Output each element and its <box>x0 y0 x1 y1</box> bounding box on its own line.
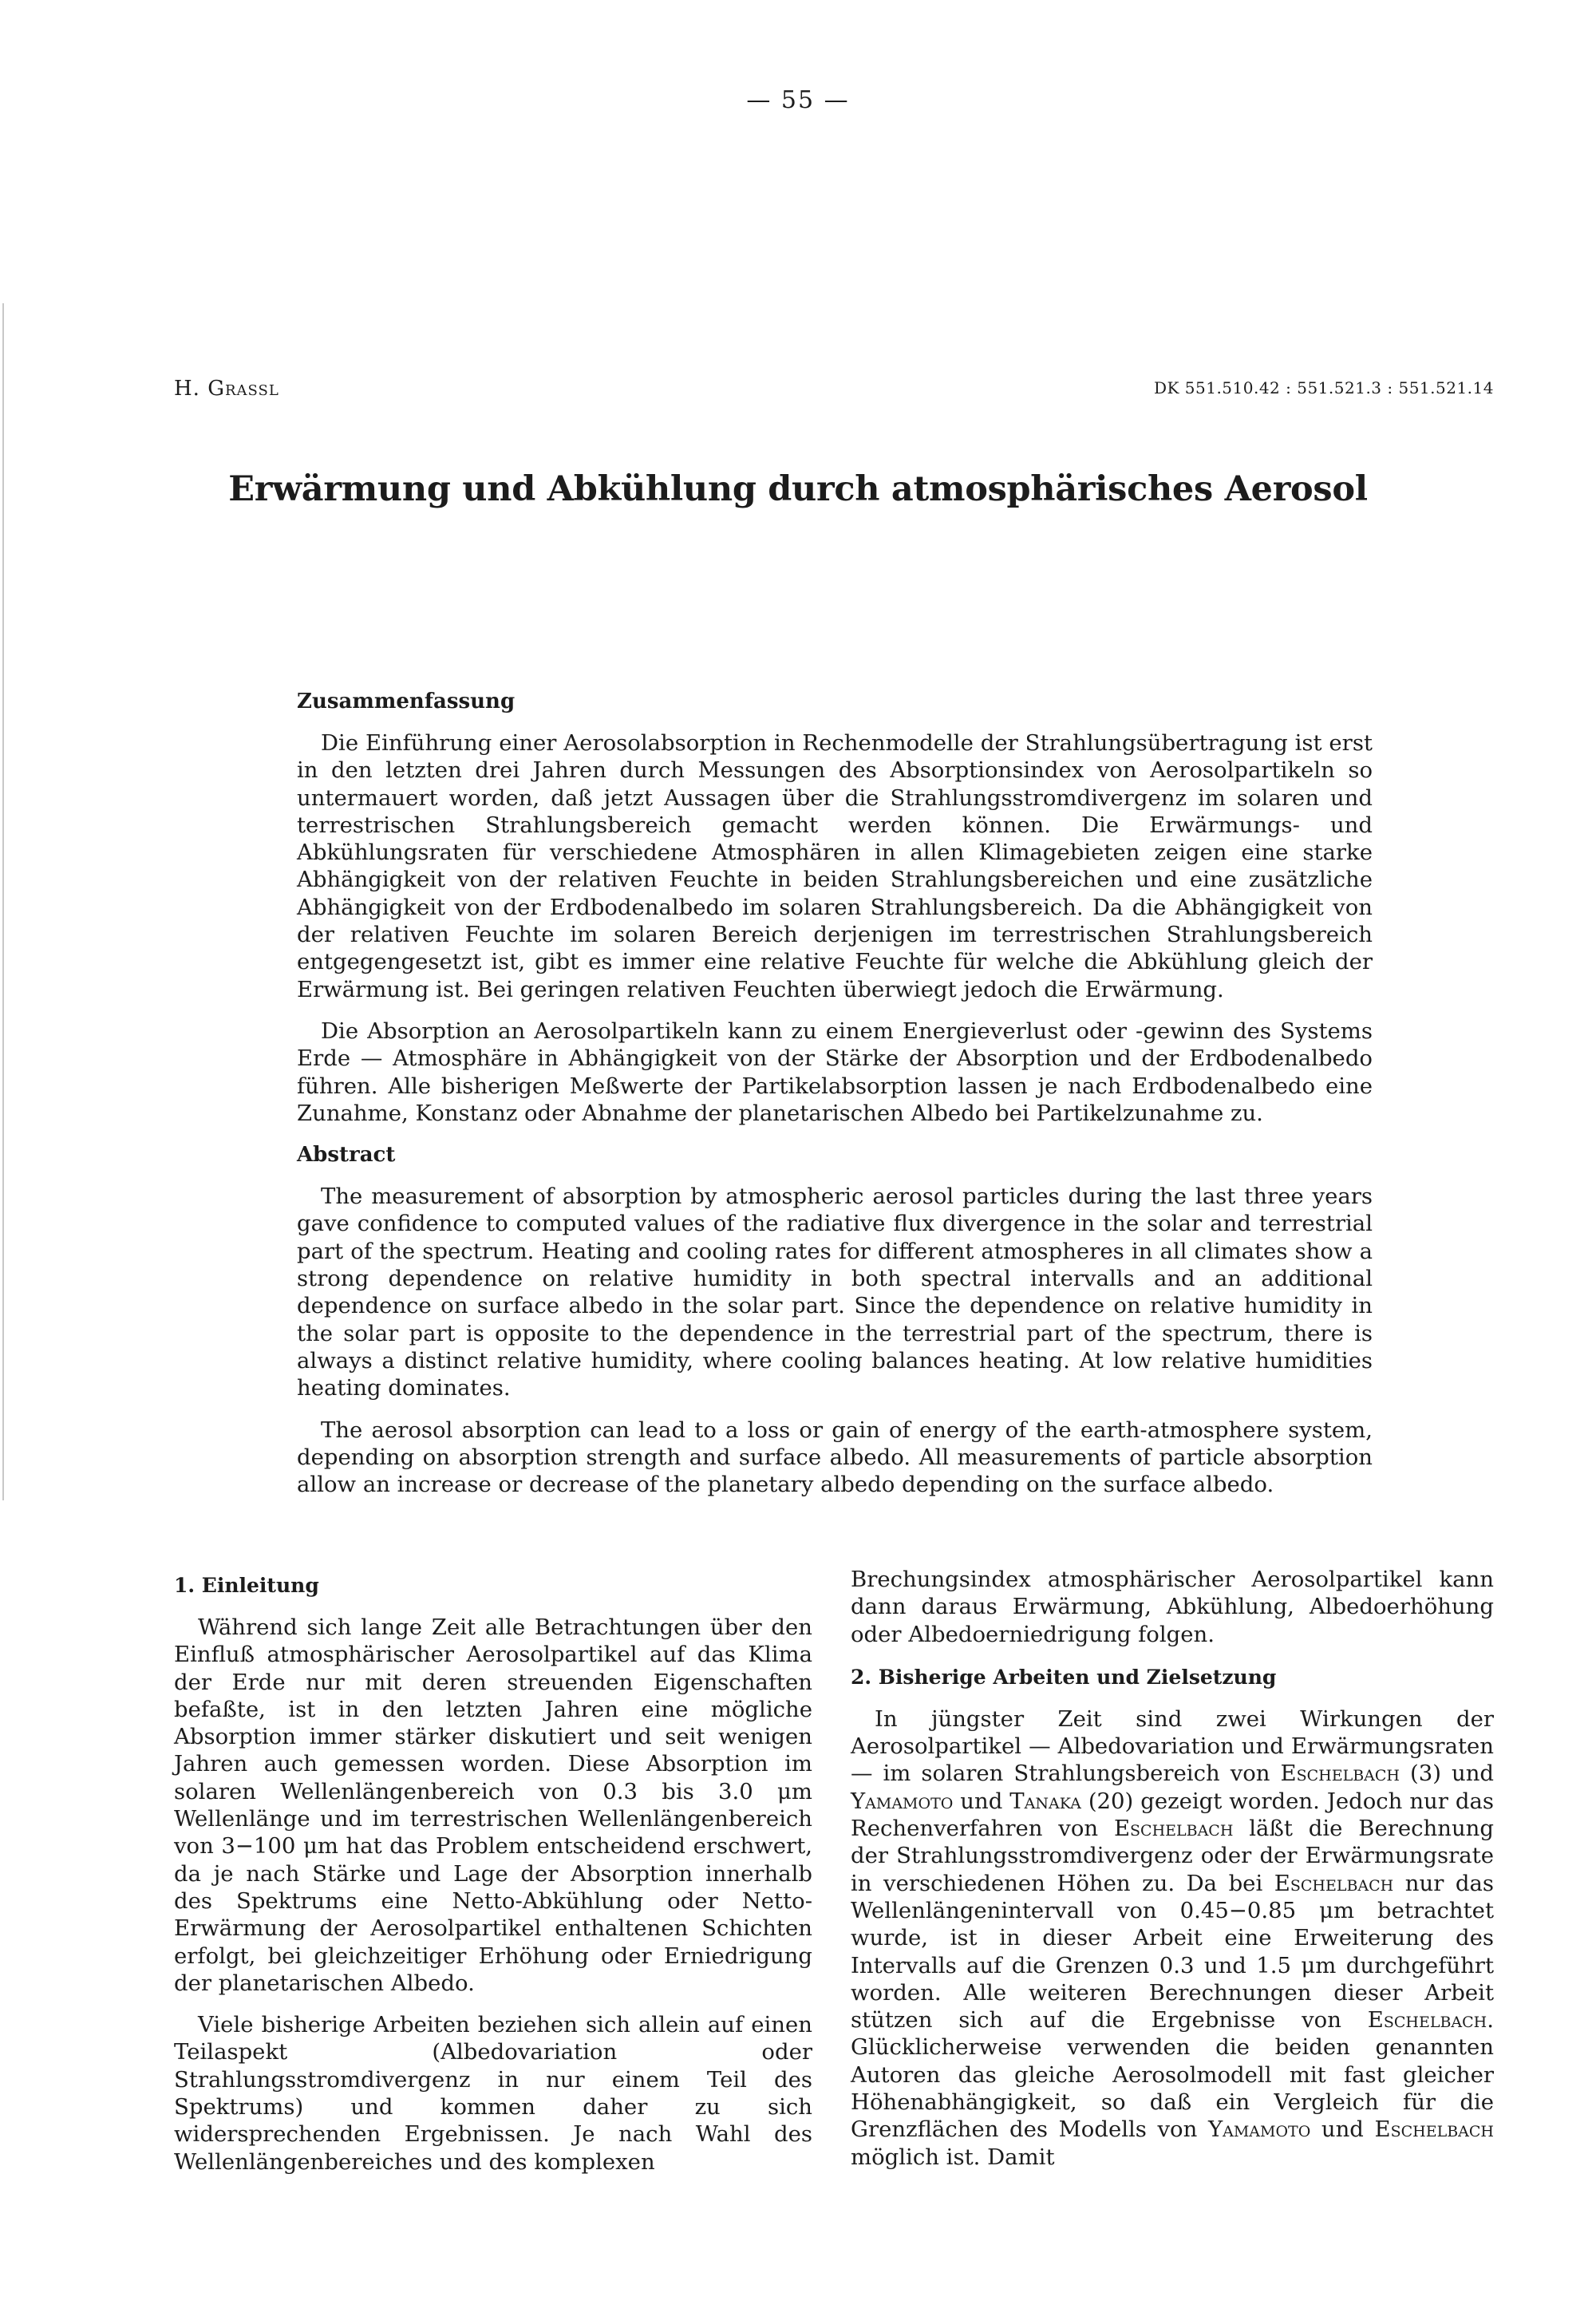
author-ref-yamamoto: Yamamoto <box>851 1788 954 1814</box>
author-ref-eschelbach: Eschelbach <box>1367 2007 1487 2034</box>
zusammenfassung-heading: Zusammenfassung <box>297 690 516 713</box>
author-ref-eschelbach: Eschelbach <box>1274 1870 1394 1896</box>
section-1-paragraph-1: Während sich lange Zeit alle Betrachtungen über den Einfluß atmosphärischer Aerosolpartikel auf das Klima der Erde nur mit deren streuenden Eigenschaften befaßte, ist in den letzten Jahren eine mögliche Absorption immer stärker diskutiert und seit wenigen Jahren auch gemessen worden. Diese Absorption im solaren Wellenlängenbereich von 0.3 bis 3.0 μm Wellenlänge und im terrestrischen Wellenlängenbereich von 3−100 μm hat das Problem entscheidend erschwert, da je nach Stärke und Lage der Absorption innerhalb des Spektrums eine Netto-Abkühlung oder Netto-Erwärmung der Aerosolpartikel enthaltenen Schichten erfolgt, bei gleichzeitiger Erhöhung oder Erniedrigung der planetarischen Albedo. <box>174 1615 812 1996</box>
section-1-heading: 1. Einleitung <box>174 1574 319 1597</box>
section-2-heading: 2. Bisherige Arbeiten und Zielsetzung <box>851 1665 1277 1689</box>
section-2-paragraph-1: In jüngster Zeit sind zwei Wirkungen der Aerosolpartikel — Albedovariation und Erwärmungsraten — im solaren Strahlungsbereich von Eschelbach (3) und Yamamoto und Tanaka (20) gezeigt worden. Jedoch nur das Rechenverfahren von Eschelbach läßt die Berechnung der Strahlungsstromdivergenz oder der Erwärmungsrate in verschiedenen Höhen zu. Da bei Eschelbach nur das Wellenlängenintervall von 0.45−0.85 μm betrachtet wurde, ist in dieser Arbeit eine Erweiterung des Intervalls auf die Grenzen 0.3 und 1.5 μm durchgeführt worden. Alle weiteren Berechnungen dieser Arbeit stützen sich auf die Ergebnisse von Eschelbach. Glücklicherweise verwenden die beiden genannten Autoren das gleiche Aerosolmodell mit fast gleicher Höhenabhängigkeit, so daß ein Vergleich für die Grenzflächen des Modells von Yamamoto und Eschelbach möglich ist. Damit <box>851 1705 1495 2170</box>
author-name: H. Grassl <box>174 377 279 401</box>
abstract-paragraph-2: The aerosol absorption can lead to a loss or gain of energy of the earth-atmosphere system, depending on absorption strength and surface albedo. All measurements of particle absorption allow an increase or decrease of the planetary albedo depending on the surface albedo. <box>297 1417 1373 1498</box>
left-column <box>174 1572 812 2190</box>
section-1-paragraph-2-continued: Brechungsindex atmosphärischer Aerosolpartikel kann dann daraus Erwärmung, Abkühlung, Albedoerhöhung oder Albedoerniedrigung folgen. <box>851 1567 1494 1647</box>
abstract-heading: Abstract <box>297 1143 396 1168</box>
summary-block <box>297 688 1373 1512</box>
author-ref-eschelbach: Eschelbach <box>1374 2116 1494 2143</box>
abstract-paragraph-1: The measurement of absorption by atmospheric aerosol particles during the last three years gave confidence to computed values of the radiative flux divergence in the solar and terrestrial part of the spectrum. Heating and cooling rates for different atmospheres in all climates show a strong dependence on relative humidity in both spectral intervalls and an additional dependence on surface albedo in the solar part. Since the dependence on relative humidity in the solar part is opposite to the dependence in the terrestrial part of the spectrum, there is always a distinct relative humidity, where cooling balances heating. At low relative humidities heating dominates. <box>297 1184 1373 1401</box>
author-ref-yamamoto: Yamamoto <box>1207 2116 1311 2143</box>
right-column <box>851 1566 1494 2185</box>
paper-title: Erwärmung und Abkühlung durch atmosphärisches Aerosol <box>228 469 1368 509</box>
zusammenfassung-paragraph-1: Die Einführung einer Aerosolabsorption in Rechenmodelle der Strahlungsübertragung ist erst in den letzten drei Jahren durch Messungen des Absorptionsindex von Aerosolpartikeln so untermauert worden, daß jetzt Aussagen über die Strahlungsstromdivergenz im solaren und terrestrischen Strahlungsbereich gemacht werden können. Die Erwärmungs- und Abkühlungsraten für verschiedene Atmosphären in allen Klimagebieten zeigen eine starke Abhängigkeit von der relativen Feuchte in beiden Strahlungsbereichen und eine zusätzliche Abhängigkeit von der Erdbodenalbedo im solaren Strahlungsbereich. Da die Abhängigkeit von der relativen Feuchte im solaren Bereich derjenigen im terrestrischen Strahlungsbereich entgegengesetzt ist, gibt es immer eine relative Feuchte für welche die Abkühlung gleich der Erwärmung ist. Bei geringen relativen Feuchten überwiegt jedoch die Erwärmung. <box>297 730 1373 1002</box>
author-ref-eschelbach: Eschelbach <box>1113 1816 1234 1842</box>
zusammenfassung-paragraph-2: Die Absorption an Aerosolpartikeln kann zu einem Energieverlust oder -gewinn des Systems Erde — Atmosphäre in Abhängigkeit von der Stärke der Absorption und der Erdbodenalbedo führen. Alle bisherigen Meßwerte der Partikelabsorption lassen je nach Erdbodenalbedo eine Zunahme, Konstanz oder Abnahme der planetarischen Albedo bei Partikelzunahme zu. <box>297 1018 1373 1126</box>
author-ref-tanaka: Tanaka <box>1009 1788 1081 1814</box>
author-ref-eschelbach: Eschelbach <box>1280 1761 1400 1787</box>
section-1-paragraph-2: Viele bisherige Arbeiten beziehen sich allein auf einen Teilaspekt (Albedovariation oder Strahlungsstromdivergenz in nur einem Teil des Spektrums) und kommen daher zu sich widersprechenden Ergebnissen. Je nach Wahl des Wellenlängenbereiches und des komplexen <box>174 2012 812 2175</box>
page-number: — 55 — <box>746 86 850 114</box>
dk-classification: DK 551.510.42 : 551.521.3 : 551.521.14 <box>1153 378 1494 397</box>
